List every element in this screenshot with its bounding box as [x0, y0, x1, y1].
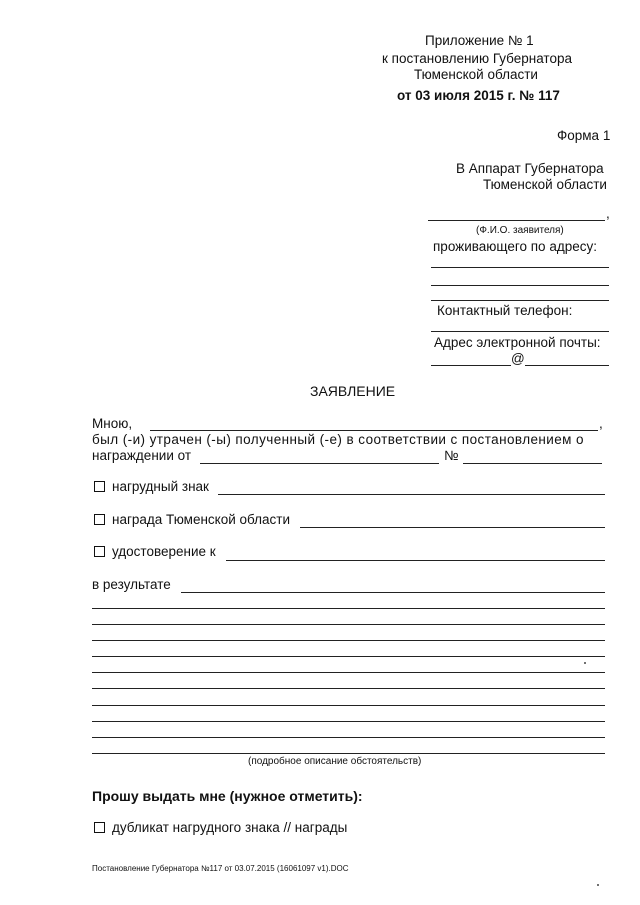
description-line-7[interactable]	[92, 705, 605, 706]
award-date-line[interactable]	[200, 463, 439, 464]
address-line-3[interactable]	[431, 300, 609, 301]
addressee-line-1: В Аппарат Губернатора	[456, 161, 604, 176]
description-line-9[interactable]	[92, 737, 605, 738]
resolution-date-number: от 03 июля 2015 г. № 117	[397, 88, 560, 103]
appendix-label: Приложение № 1	[425, 33, 534, 48]
description-line-10[interactable]	[92, 753, 605, 754]
addressee-line-2: Тюменской области	[483, 177, 607, 192]
resolution-label: к постановлению Губернатора	[382, 51, 572, 66]
award-line[interactable]	[300, 527, 605, 528]
badge-label: нагрудный знак	[112, 479, 209, 494]
certificate-label: удостоверение к	[112, 544, 216, 559]
email-line-left[interactable]	[431, 365, 511, 366]
badge-checkbox[interactable]	[94, 481, 105, 492]
mnoyu-label: Мною,	[92, 416, 133, 431]
phone-label: Контактный телефон:	[437, 303, 573, 318]
fio-line[interactable]	[428, 220, 605, 221]
award-number-line[interactable]	[463, 463, 602, 464]
address-line-2[interactable]	[431, 285, 609, 286]
fio-caption: (Ф.И.О. заявителя)	[476, 225, 564, 236]
fio-comma: ,	[606, 206, 610, 221]
result-label: в результате	[92, 577, 171, 592]
body-line-2: был (-и) утрачен (-ы) полученный (-е) в соответствии с постановлением о	[92, 432, 584, 447]
description-line-1[interactable]	[92, 608, 605, 609]
description-caption: (подробное описание обстоятельств)	[248, 756, 422, 767]
region-label: Тюменской области	[414, 67, 538, 82]
description-line-2[interactable]	[92, 624, 605, 625]
email-label: Адрес электронной почты:	[434, 335, 601, 350]
award-date-label: награждении от	[92, 448, 192, 463]
document-title: ЗАЯВЛЕНИЕ	[310, 383, 396, 399]
phone-line[interactable]	[431, 331, 609, 332]
email-line-right[interactable]	[525, 365, 609, 366]
address-label: проживающего по адресу:	[433, 239, 597, 254]
badge-line[interactable]	[218, 494, 605, 495]
duplicate-label: дубликат нагрудного знака // награды	[112, 820, 348, 835]
duplicate-checkbox[interactable]	[94, 822, 105, 833]
scan-speck-footer	[597, 884, 599, 886]
description-line-8[interactable]	[92, 721, 605, 722]
description-line-5[interactable]	[92, 672, 605, 673]
form-label: Форма 1	[557, 128, 611, 143]
number-sign: №	[444, 448, 459, 463]
footer-file-reference: Постановление Губернатора №117 от 03.07.2015 (16061097 v1).DOC	[92, 864, 349, 873]
award-checkbox[interactable]	[94, 514, 105, 525]
description-line-4[interactable]	[92, 656, 605, 657]
address-line-1[interactable]	[431, 267, 609, 268]
description-line-3[interactable]	[92, 640, 605, 641]
result-line[interactable]	[181, 592, 605, 593]
mnoyu-comma: ,	[599, 416, 603, 431]
mnoyu-line[interactable]	[150, 430, 598, 431]
request-title: Прошу выдать мне (нужное отметить):	[92, 788, 363, 804]
scan-speck	[584, 662, 586, 664]
description-line-6[interactable]	[92, 688, 605, 689]
email-at: @	[511, 351, 525, 366]
certificate-line[interactable]	[226, 560, 605, 561]
certificate-checkbox[interactable]	[94, 546, 105, 557]
award-label: награда Тюменской области	[112, 512, 291, 527]
